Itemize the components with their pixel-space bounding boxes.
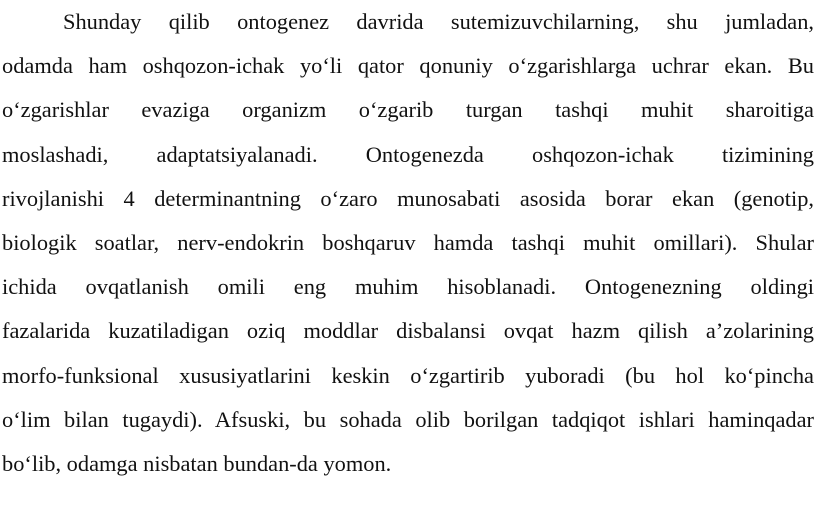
paragraph-line: moslashadi, adaptatsiyalanadi. Ontogenezda oshqozon-ichak tizimining <box>2 141 814 167</box>
paragraph-line: o‘zgarishlar evaziga organizm o‘zgarib turgan tashqi muhit sharoitiga <box>2 97 814 123</box>
paragraph-line: odamda ham oshqozon-ichak yo‘li qator qonuniy o‘zgarishlarga uchrar ekan. Bu <box>2 53 814 79</box>
paragraph-line: fazalarida kuzatiladigan oziq moddlar disbalansi ovqat hazm qilish a’zolarining <box>2 318 814 344</box>
paragraph-line: bo‘lib, odamga nisbatan bundan-da yomon. <box>2 450 392 476</box>
body-paragraph <box>2 0 814 486</box>
paragraph-line: o‘lim bilan tugaydi). Afsuski, bu sohada olib borilgan tadqiqot ishlari haminqadar <box>2 406 814 432</box>
paragraph-line: Shunday qilib ontogenez davrida sutemizuvchilarning, shu jumladan, <box>63 9 814 34</box>
paragraph-line: ichida ovqatlanish omili eng muhim hisoblanadi. Ontogenezning oldingi <box>2 274 814 300</box>
paragraph-line: morfo-funksional xususiyatlarini keskin o‘zgartirib yuboradi (bu hol ko‘pincha <box>2 362 814 388</box>
paragraph-line: rivojlanishi 4 determinantning o‘zaro munosabati asosida borar ekan (genotip, <box>2 185 814 211</box>
paragraph-line: biologik soatlar, nerv-endokrin boshqaruv hamda tashqi muhit omillari). Shular <box>2 229 814 255</box>
